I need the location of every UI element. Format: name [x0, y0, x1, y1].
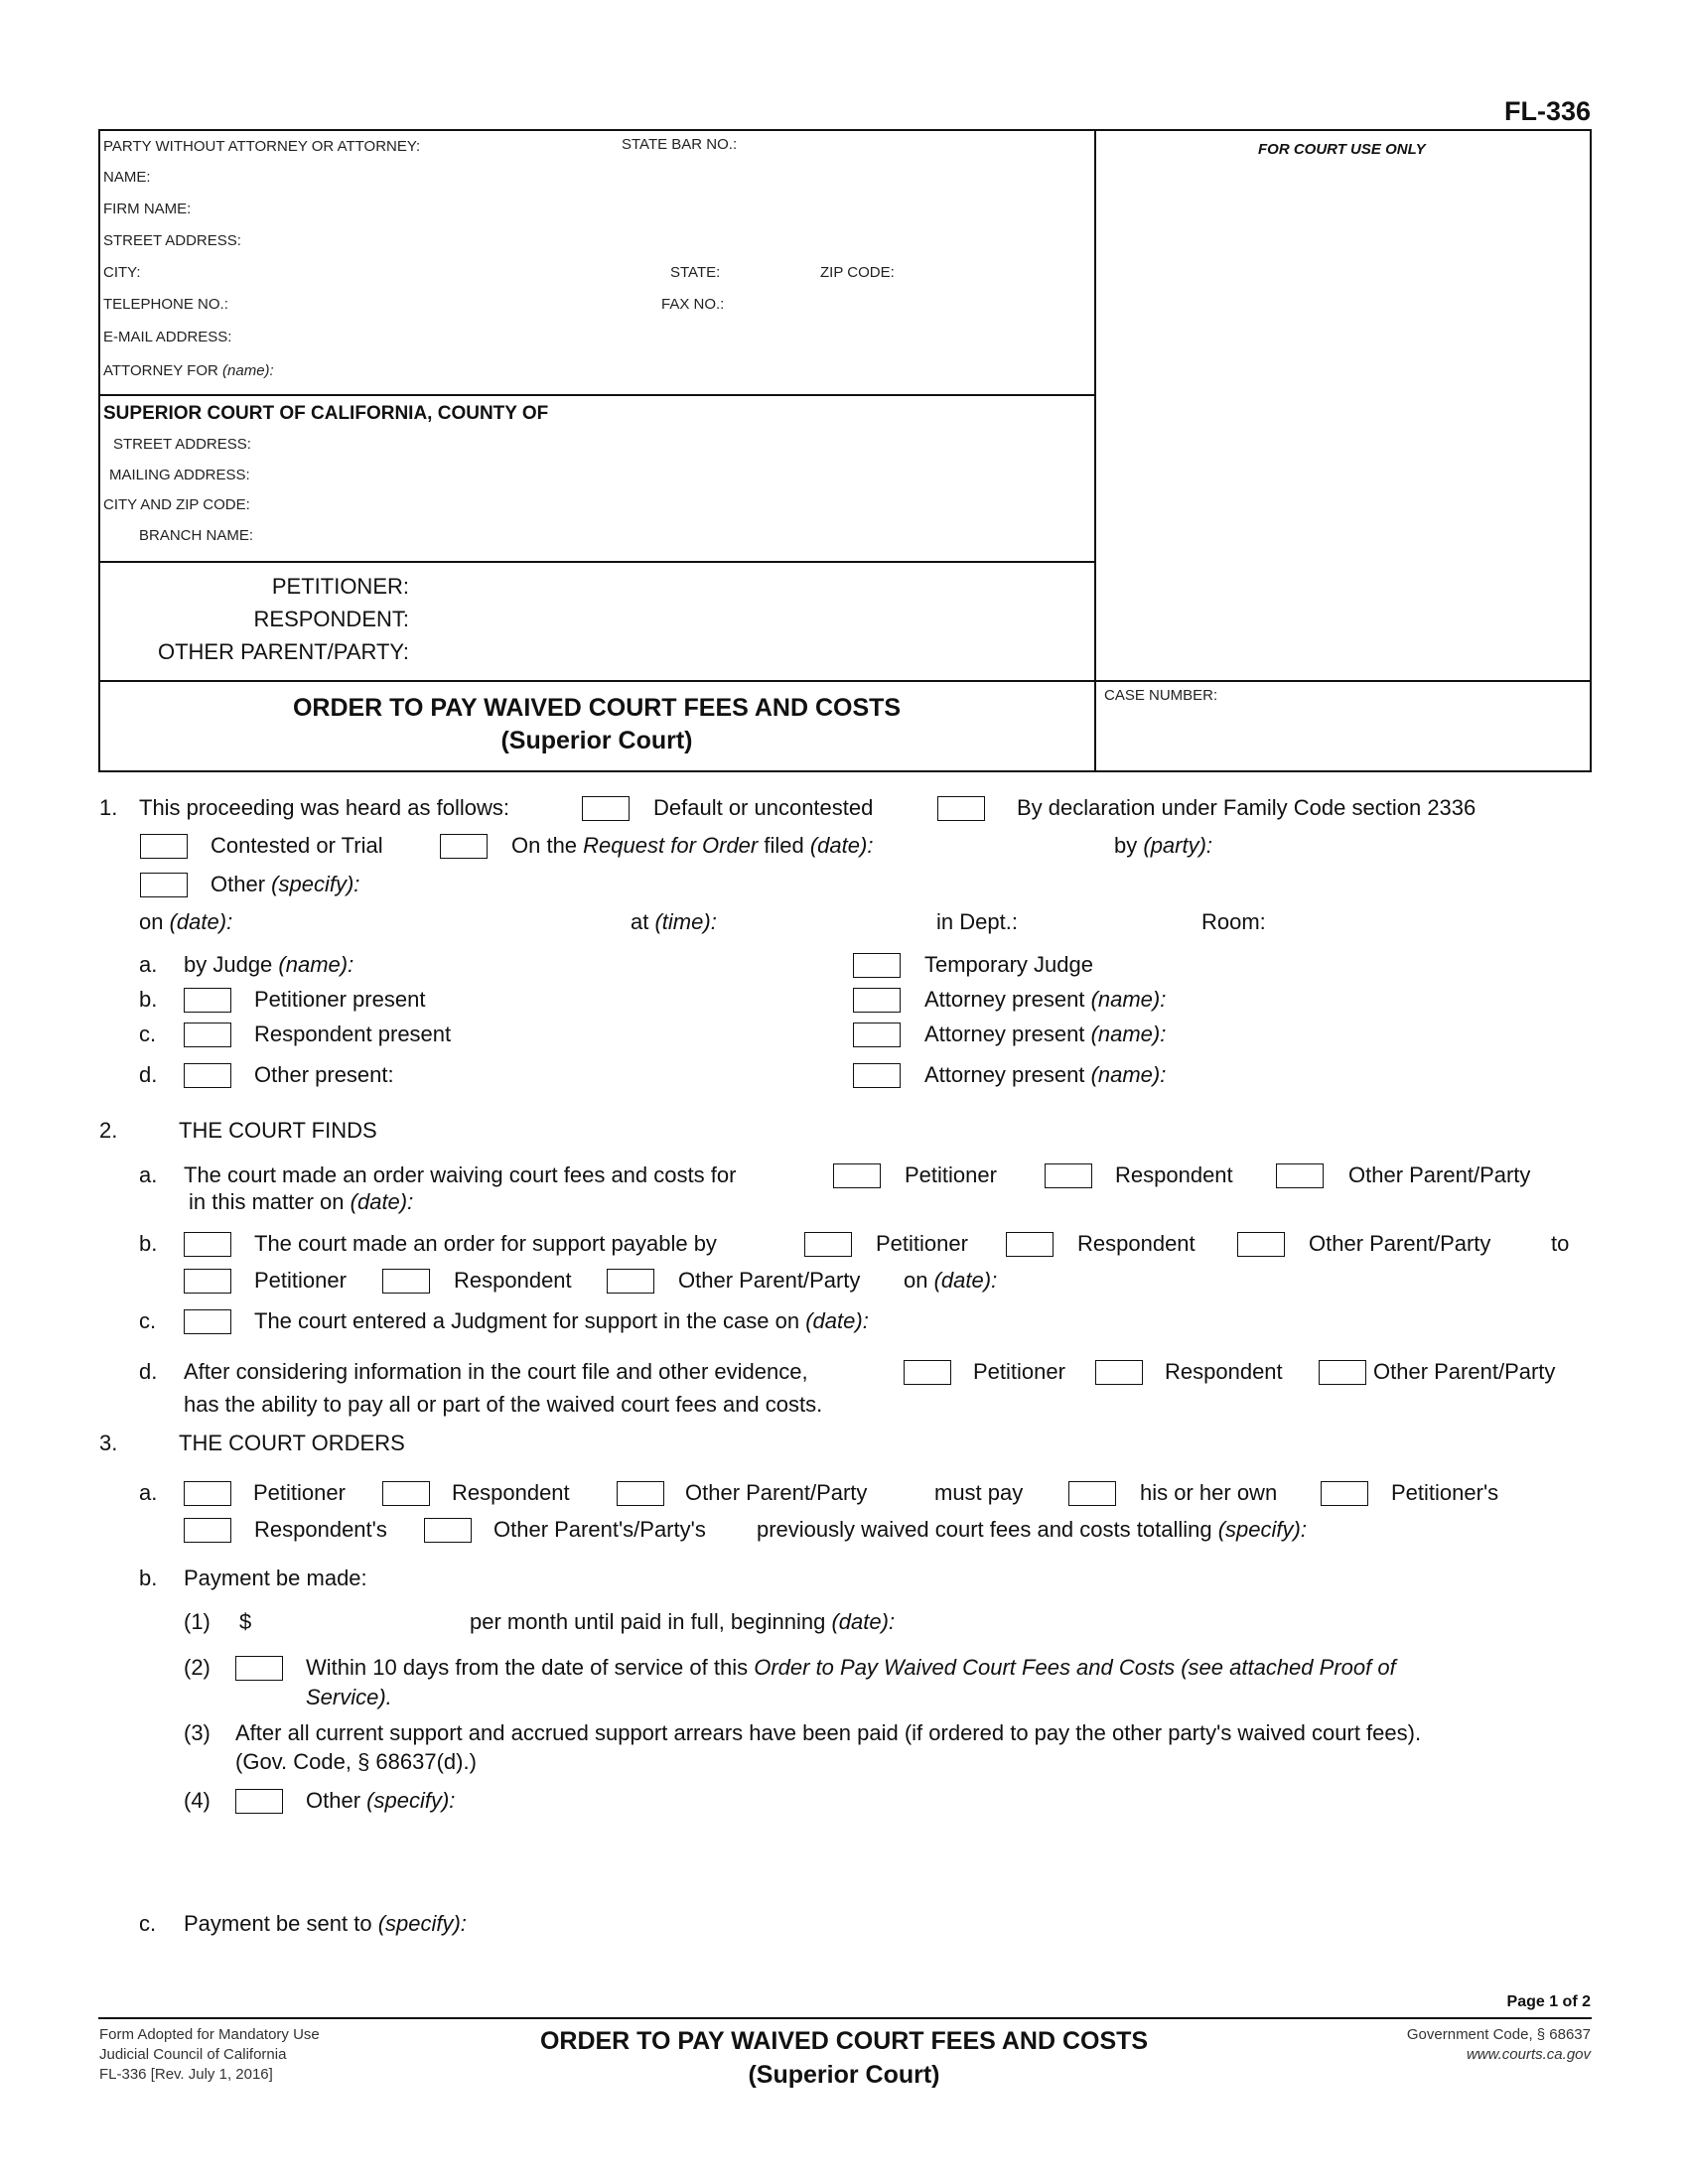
s2d-petitioner-checkbox[interactable] [904, 1360, 951, 1385]
atty-present-1-text: Attorney present [924, 987, 1085, 1012]
temp-judge-checkbox[interactable] [853, 953, 901, 978]
s3b-per-month-text: per month until paid in full, beginning [470, 1609, 826, 1634]
s3b-after-line1: After all current support and accrued support arrears have been paid (if ordered to pay the other party's waived court fees). [235, 1720, 1422, 1745]
s3a-own-label: his or her own [1140, 1480, 1278, 1505]
party-respondent: RESPONDENT: [253, 607, 409, 631]
website-link[interactable]: www.courts.ca.gov [1466, 2046, 1591, 2063]
attorney-for-text: ATTORNEY FOR [103, 362, 218, 379]
s2b-order-checkbox[interactable] [184, 1232, 231, 1257]
adopted-line2: Judicial Council of California [99, 2046, 287, 2063]
s3-c-letter: c. [139, 1911, 157, 1936]
s3a-respondents-label: Respondent's [254, 1517, 387, 1542]
s3c-specify-hint: (specify): [377, 1911, 467, 1936]
s2c-text: The court entered a Judgment for support in the case on [254, 1308, 800, 1333]
s3b-other [306, 1788, 455, 1814]
s2-b-letter: b. [139, 1231, 158, 1256]
adopted-line1: Form Adopted for Mandatory Use [99, 2026, 320, 2043]
s3b-after-line2: (Gov. Code, § 68637(d).) [235, 1749, 477, 1774]
atty-present-1-label [924, 987, 1166, 1013]
s2d-petitioner-label: Petitioner [973, 1359, 1065, 1384]
hearing-on: on [139, 909, 164, 934]
label-state: STATE: [670, 264, 721, 281]
caption-vertical-divider [1094, 129, 1096, 772]
s2a-other-label: Other Parent/Party [1348, 1162, 1531, 1187]
s1-c-letter: c. [139, 1022, 157, 1046]
footer-title: ORDER TO PAY WAIVED COURT FEES AND COSTS [539, 2027, 1149, 2055]
s2b-payee-other-label: Other Parent/Party [678, 1268, 861, 1293]
rfo-italic: Request for Order [583, 833, 759, 858]
rfo-party-hint: (party): [1143, 833, 1213, 858]
caption-divider-title [98, 680, 1592, 682]
s3-a-letter: a. [139, 1480, 158, 1505]
label-name: NAME: [103, 169, 151, 186]
s3c-sent-to [184, 1911, 467, 1937]
s3a-others-checkbox[interactable] [424, 1518, 472, 1543]
label-attorney-for [103, 362, 274, 379]
s3b-p4-number: (4) [184, 1788, 211, 1813]
court-street-address: STREET ADDRESS: [113, 436, 251, 453]
dept-label: in Dept.: [936, 909, 1018, 934]
rfo-checkbox[interactable] [440, 834, 488, 859]
party-petitioner: PETITIONER: [271, 574, 409, 599]
s2b-payer-respondent-label: Respondent [1077, 1231, 1196, 1256]
atty-present-2-checkbox[interactable] [853, 1023, 901, 1047]
s2b-payee-petitioner-checkbox[interactable] [184, 1269, 231, 1294]
label-state-bar-no: STATE BAR NO.: [622, 136, 738, 153]
resp-present-checkbox[interactable] [184, 1023, 231, 1047]
form-title: ORDER TO PAY WAIVED COURT FEES AND COSTS [292, 694, 902, 722]
s2b-payer-petitioner-checkbox[interactable] [804, 1232, 852, 1257]
s2c-date-hint: (date): [805, 1308, 869, 1333]
rfo-date-hint: (date): [809, 833, 874, 858]
gov-code: Government Code, § 68637 [1406, 2026, 1591, 2043]
rfo-by: by [1114, 833, 1138, 858]
s2d-text: After considering information in the court file and other evidence, [184, 1359, 808, 1384]
s3b-other-checkbox[interactable] [235, 1789, 283, 1814]
atty-present-2-label [924, 1022, 1166, 1047]
s3b-p2-number: (2) [184, 1655, 211, 1680]
s3b-p1-number: (1) [184, 1609, 211, 1634]
rfo-label [511, 833, 873, 859]
s3b-per-month [470, 1609, 895, 1635]
s2a-other-checkbox[interactable] [1276, 1163, 1324, 1188]
atty-present-3-checkbox[interactable] [853, 1063, 901, 1088]
hearing-date-label [139, 909, 232, 935]
s2b-payee-petitioner-label: Petitioner [254, 1268, 347, 1293]
court-mailing-address: MAILING ADDRESS: [109, 467, 250, 483]
hearing-at: at [631, 909, 649, 934]
s2d-other-checkbox[interactable] [1319, 1360, 1366, 1385]
rfo-post: filed [764, 833, 804, 858]
atty-present-3-label [924, 1062, 1166, 1088]
form-number: FL-336 [1503, 96, 1591, 126]
s2a-respondent-checkbox[interactable] [1045, 1163, 1092, 1188]
rfo-by-party [1114, 833, 1212, 859]
section-3-number: 3. [99, 1431, 118, 1455]
rfo-pre: On the [511, 833, 578, 858]
s2b-payer-other-checkbox[interactable] [1237, 1232, 1285, 1257]
atty-present-2-name: (name): [1090, 1022, 1167, 1046]
s2c-label [254, 1308, 869, 1334]
s2b-payee-respondent-checkbox[interactable] [382, 1269, 430, 1294]
other-proceeding-text: Other [211, 872, 266, 896]
s3a-respondent-checkbox[interactable] [382, 1481, 430, 1506]
attorney-for-name-hint: (name): [222, 362, 274, 379]
footer-subtitle: (Superior Court) [748, 2061, 940, 2089]
s3a-previously-text: previously waived court fees and costs totalling [757, 1517, 1212, 1542]
court-title: SUPERIOR COURT OF CALIFORNIA, COUNTY OF [103, 403, 549, 424]
s3a-other-checkbox[interactable] [617, 1481, 664, 1506]
temp-judge-label: Temporary Judge [924, 952, 1093, 977]
other-proceeding-checkbox[interactable] [140, 873, 188, 897]
s3b-other-text: Other [306, 1788, 361, 1813]
other-present-label: Other present: [254, 1062, 394, 1087]
label-zip-code: ZIP CODE: [820, 264, 895, 281]
judge-label [184, 952, 353, 978]
s2-c-letter: c. [139, 1308, 157, 1333]
s3b-p3-number: (3) [184, 1720, 211, 1745]
s2b-date-hint: (date): [933, 1268, 998, 1293]
s2c-judgment-checkbox[interactable] [184, 1309, 231, 1334]
declaration-checkbox[interactable] [937, 796, 985, 821]
hearing-date-hint: (date): [169, 909, 233, 934]
hearing-time-hint: (time): [654, 909, 717, 934]
label-telephone: TELEPHONE NO.: [103, 296, 228, 313]
form-subtitle: (Superior Court) [500, 727, 693, 754]
section-1-number: 1. [99, 795, 118, 820]
s2a-petitioner-label: Petitioner [905, 1162, 997, 1187]
s3a-petitioner-checkbox[interactable] [184, 1481, 231, 1506]
atty-present-2-text: Attorney present [924, 1022, 1085, 1046]
s3a-others-label: Other Parent's/Party's [493, 1517, 706, 1542]
s3a-must-pay: must pay [934, 1480, 1024, 1505]
pet-present-checkbox[interactable] [184, 988, 231, 1013]
s3a-respondent-label: Respondent [452, 1480, 570, 1505]
s3b-within-checkbox[interactable] [235, 1656, 283, 1681]
atty-present-3-name: (name): [1090, 1062, 1167, 1087]
adopted-line3: FL-336 [Rev. July 1, 2016] [99, 2066, 273, 2083]
default-label: Default or uncontested [653, 795, 874, 820]
caption-divider-attorney [98, 394, 1095, 396]
s2b-payer-respondent-checkbox[interactable] [1006, 1232, 1054, 1257]
label-firm-name: FIRM NAME: [103, 201, 192, 217]
s2b-on: on [904, 1268, 928, 1293]
atty-present-1-name: (name): [1090, 987, 1167, 1012]
s2a-date-line [189, 1189, 413, 1215]
s3a-petitioners-checkbox[interactable] [1321, 1481, 1368, 1506]
s3b-within-text: Within 10 days from the date of service of this [306, 1655, 749, 1680]
caption-divider-court [98, 561, 1095, 563]
s3b-within [306, 1655, 1396, 1681]
s3a-own-checkbox[interactable] [1068, 1481, 1116, 1506]
s2a-petitioner-checkbox[interactable] [833, 1163, 881, 1188]
section-2-heading: THE COURT FINDS [179, 1118, 377, 1143]
party-other: OTHER PARENT/PARTY: [157, 639, 409, 664]
case-number-label: CASE NUMBER: [1104, 687, 1218, 704]
s2d-other-label: Other Parent/Party [1373, 1359, 1556, 1384]
s2b-payer-petitioner-label: Petitioner [876, 1231, 968, 1256]
s2b-to: to [1551, 1231, 1570, 1256]
s1-a-letter: a. [139, 952, 158, 977]
contested-checkbox[interactable] [140, 834, 188, 859]
s2-a-letter: a. [139, 1162, 158, 1187]
s2a-respondent-label: Respondent [1115, 1162, 1233, 1187]
judge-name-hint: (name): [278, 952, 354, 977]
s3b-within-line2: Service). [306, 1685, 392, 1709]
caption-outer-box [98, 129, 1592, 772]
s3b-date-hint: (date): [831, 1609, 896, 1634]
contested-label: Contested or Trial [211, 833, 383, 858]
s1-heard-text: This proceeding was heard as follows: [139, 795, 509, 820]
other-proceeding-specify: (specify): [271, 872, 360, 896]
s1-d-letter: d. [139, 1062, 158, 1087]
label-fax: FAX NO.: [661, 296, 725, 313]
s2b-payee-other-checkbox[interactable] [607, 1269, 654, 1294]
atty-present-3-text: Attorney present [924, 1062, 1085, 1087]
s2-d-letter: d. [139, 1359, 158, 1384]
s2d-respondent-checkbox[interactable] [1095, 1360, 1143, 1385]
s3b-dollar: $ [239, 1609, 252, 1634]
page-number: Page 1 of 2 [1506, 1993, 1591, 2010]
s2a-date-hint: (date): [350, 1189, 414, 1214]
label-street-address: STREET ADDRESS: [103, 232, 241, 249]
atty-present-1-checkbox[interactable] [853, 988, 901, 1013]
s2d-respondent-label: Respondent [1165, 1359, 1283, 1384]
s3c-sent-to-text: Payment be sent to [184, 1911, 372, 1936]
s2b-on-date [904, 1268, 997, 1294]
s2b-text: The court made an order for support payable by [254, 1231, 717, 1256]
s3a-specify-hint: (specify): [1217, 1517, 1307, 1542]
footer-rule [98, 2017, 1592, 2019]
s3a-other-label: Other Parent/Party [685, 1480, 868, 1505]
section-3-heading: THE COURT ORDERS [179, 1431, 405, 1455]
s3a-previously [757, 1517, 1307, 1543]
s2b-payer-other-label: Other Parent/Party [1309, 1231, 1491, 1256]
hearing-time-label [631, 909, 717, 935]
judge-text: by Judge [184, 952, 273, 977]
s3a-petitioner-label: Petitioner [253, 1480, 346, 1505]
s3a-petitioners-label: Petitioner's [1391, 1480, 1499, 1505]
s3a-respondents-checkbox[interactable] [184, 1518, 231, 1543]
other-proceeding-label [211, 872, 359, 897]
pet-present-label: Petitioner present [254, 987, 426, 1012]
s2-a-text: The court made an order waiving court fees and costs for [184, 1162, 737, 1187]
label-party-without-attorney: PARTY WITHOUT ATTORNEY OR ATTORNEY: [103, 138, 421, 155]
s2b-payee-respondent-label: Respondent [454, 1268, 572, 1293]
court-use-only: FOR COURT USE ONLY [1258, 141, 1426, 158]
section-2-number: 2. [99, 1118, 118, 1143]
s2a-line2-text: in this matter on [189, 1189, 345, 1214]
resp-present-label: Respondent present [254, 1022, 452, 1046]
label-email: E-MAIL ADDRESS: [103, 329, 232, 345]
s3b-within-italic: Order to Pay Waived Court Fees and Costs (see attached Proof of [754, 1655, 1396, 1680]
label-city: CITY: [103, 264, 141, 281]
default-checkbox[interactable] [582, 796, 630, 821]
declaration-label: By declaration under Family Code section 2336 [1017, 795, 1477, 820]
s3b-other-specify: (specify): [366, 1788, 456, 1813]
s3b-text: Payment be made: [184, 1566, 367, 1590]
other-present-checkbox[interactable] [184, 1063, 231, 1088]
s2d-line2: has the ability to pay all or part of the waived court fees and costs. [184, 1392, 823, 1417]
court-city-zip: CITY AND ZIP CODE: [103, 496, 250, 513]
s1-b-letter: b. [139, 987, 158, 1012]
room-label: Room: [1201, 909, 1266, 934]
court-branch-name: BRANCH NAME: [139, 527, 254, 544]
s3-b-letter: b. [139, 1566, 158, 1590]
